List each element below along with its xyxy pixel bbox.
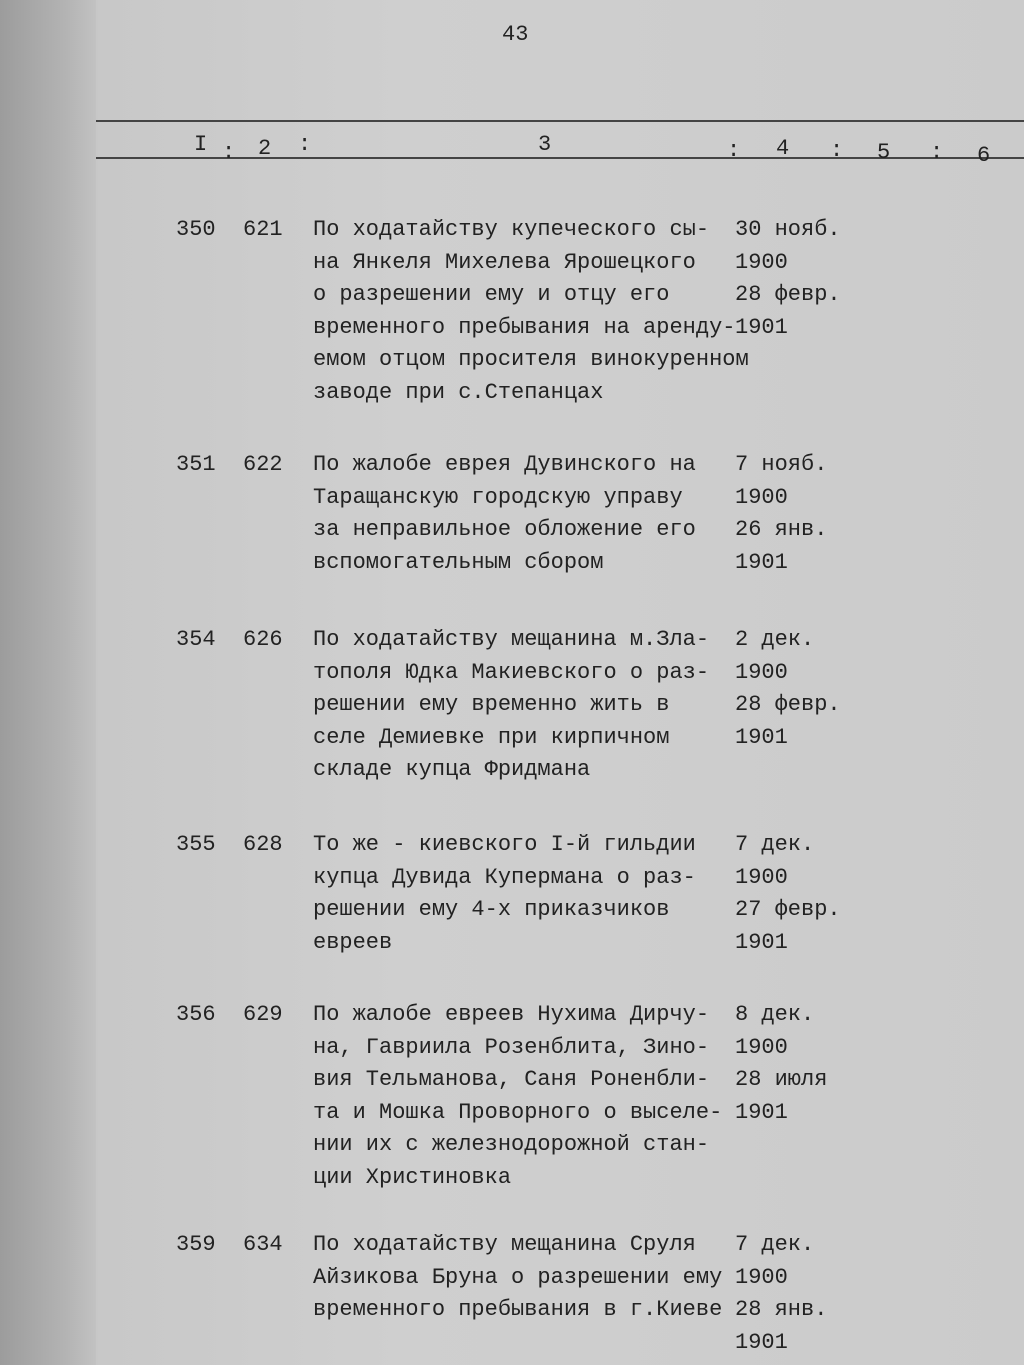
description-line: селе Демиевке при кирпичном [313,724,670,750]
description-line: временного пребывания в г.Киеве [313,1297,723,1322]
case-number: 626 [243,627,283,652]
date-line: 1900 [735,659,788,685]
col-separator: : [930,140,944,165]
entry-dates [735,1229,827,1359]
date-line: 1901 [735,1099,788,1125]
entry-description [313,449,696,579]
date-line: 1900 [735,1264,788,1290]
description-line: ции Христиновка [313,1164,512,1190]
entry-description [313,624,709,787]
description-line: заводе при с.Степанцах [313,379,604,405]
case-number: 622 [243,452,283,477]
entry-description [313,214,749,409]
date-line: 26 янв. [735,517,828,542]
entry-number: 350 [176,217,216,242]
case-number: 628 [243,832,283,857]
entry-number: 355 [176,832,216,857]
date-line: 1900 [735,864,788,890]
col-4-header: 4 [776,136,790,161]
date-line: 1900 [735,1034,788,1060]
date-line: 28 февр. [735,692,841,717]
date-line: 1900 [735,484,788,510]
col-2-header: 2 [258,136,272,161]
date-line: 30 нояб. [735,217,841,242]
col-separator: : [298,132,312,157]
entry-number: 356 [176,1002,216,1027]
entry-dates [735,999,827,1129]
description-line: По жалобе евреев Нухима Дирчу- [313,1002,710,1027]
page-binding-shadow [0,0,96,1365]
description-line: То же - киевского I-й гильдии [313,832,696,857]
entry-dates [735,624,841,754]
description-line: евреев [313,929,393,955]
col-1-header: I [194,132,208,157]
entry-description [313,1229,722,1327]
entry-dates [735,214,841,344]
date-line: 1901 [735,724,788,750]
description-line: нии их с железнодорожной стан- [313,1132,710,1157]
date-line: 2 дек. [735,627,815,652]
description-line: складе купца Фридмана [313,757,591,782]
date-line: 1901 [735,549,788,575]
description-line: на, Гавриила Розенблита, Зино- [313,1034,710,1060]
description-line: По жалобе еврея Дувинского на [313,452,696,477]
case-number: 621 [243,217,283,242]
description-line: купца Дувида Купермана о раз- [313,864,696,890]
col-3-header: 3 [538,132,552,157]
date-line: 1901 [735,929,788,955]
entry-description [313,999,722,1194]
description-line: По ходатайству купеческого сы- [313,217,710,242]
col-6-header: 6 [977,143,991,168]
date-line: 28 июля [735,1067,828,1092]
date-line: 1901 [735,314,788,340]
description-line: о разрешении ему и отцу его [313,282,670,307]
description-line: Таращанскую городскую управу [313,484,683,510]
description-line: временного пребывания на аренду- [313,314,736,340]
col-separator: : [727,138,741,163]
header-top-rule [96,120,1024,122]
date-line: 7 дек. [735,1232,815,1257]
description-line: вспомогательным сбором [313,549,604,575]
date-line: 1901 [735,1329,788,1355]
date-line: 28 янв. [735,1297,828,1322]
description-line: на Янкеля Михелева Ярошецкого [313,249,696,275]
date-line: 1900 [735,249,788,275]
entry-number: 351 [176,452,216,477]
date-line: 27 февр. [735,897,841,922]
description-line: емом отцом просителя винокуренном [313,347,749,372]
case-number: 634 [243,1232,283,1257]
entry-dates [735,829,841,959]
date-line: 28 февр. [735,282,841,307]
col-5-header: 5 [877,140,891,165]
entry-dates [735,449,827,579]
date-line: 8 дек. [735,1002,815,1027]
col-separator: : [222,140,236,165]
date-line: 7 дек. [735,832,815,857]
col-separator: : [830,138,844,163]
description-line: вия Тельманова, Саня Роненбли- [313,1067,710,1092]
description-line: решении ему 4-х приказчиков [313,897,670,922]
entry-number: 354 [176,627,216,652]
description-line: По ходатайству мещанина Сруля [313,1232,696,1257]
description-line: Айзикова Бруна о разрешении ему [313,1264,723,1290]
date-line: 7 нояб. [735,452,828,477]
entry-number: 359 [176,1232,216,1257]
entry-description [313,829,696,959]
description-line: за неправильное обложение его [313,517,696,542]
description-line: По ходатайству мещанина м.Зла- [313,627,710,652]
description-line: тополя Юдка Макиевского о раз- [313,659,710,685]
case-number: 629 [243,1002,283,1027]
description-line: та и Мошка Проворного о выселе- [313,1099,723,1125]
page-number: 43 [502,22,529,47]
description-line: решении ему временно жить в [313,692,670,717]
